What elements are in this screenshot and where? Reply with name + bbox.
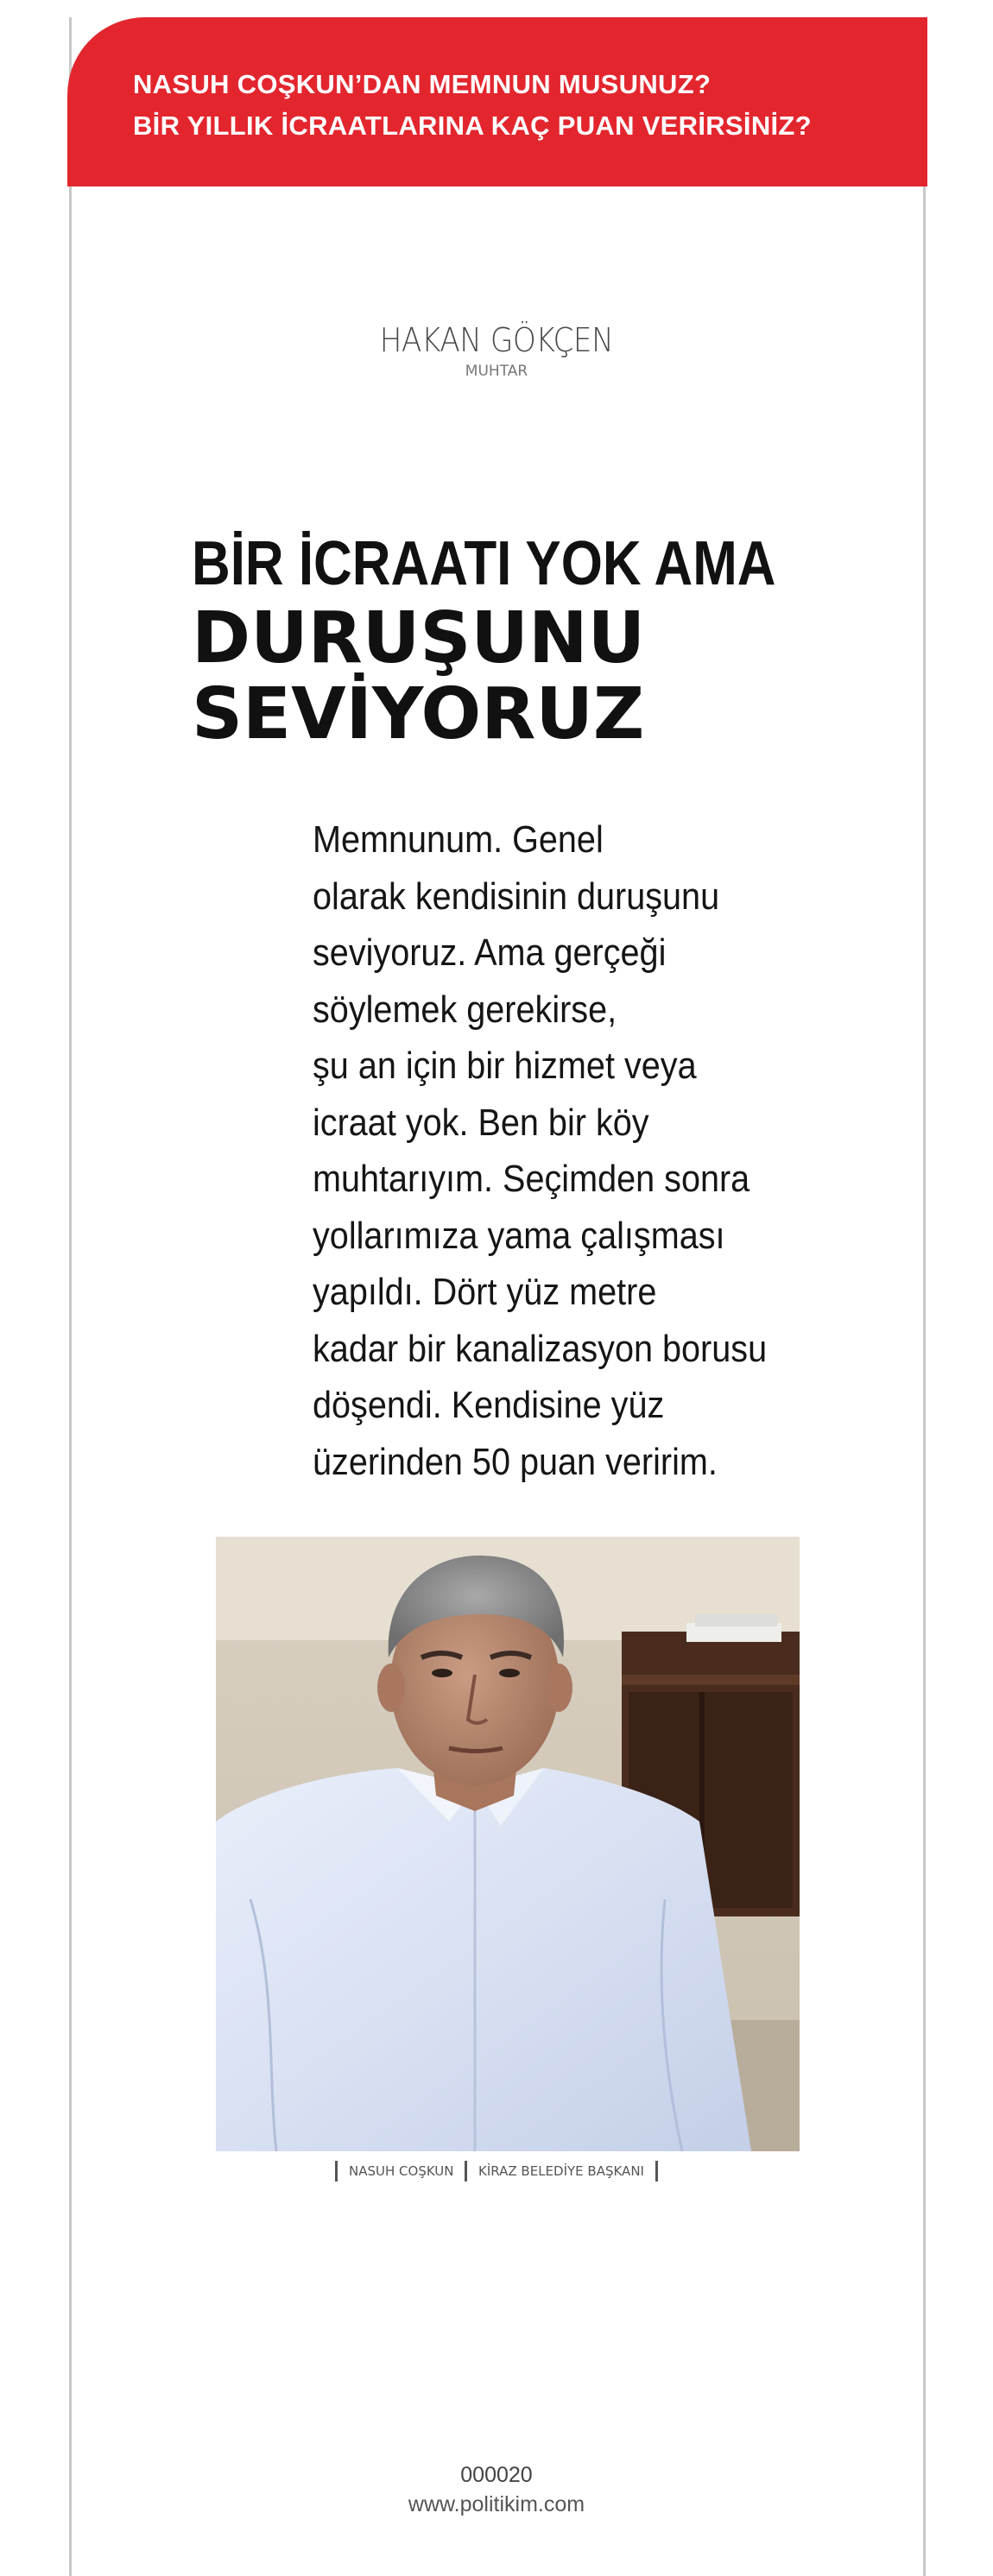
caption-separator [335, 2161, 338, 2181]
body-line: olarak kendisinin duruşunu [313, 874, 720, 918]
author-block [0, 321, 993, 380]
body-line: seviyoruz. Ama gerçeği [313, 931, 667, 974]
body-line: muhtarıyım. Seçimden sonra [313, 1158, 750, 1200]
page-footer [0, 2460, 993, 2519]
body-line: kadar bir kanalizasyon borusu [313, 1327, 768, 1370]
banner-line-1: NASUH COŞKUN’DAN MEMNUN MUSUNUZ? [133, 69, 712, 99]
body-line: üzerinden 50 puan veririm. [313, 1440, 718, 1483]
author-role: MUHTAR [465, 363, 528, 380]
banner-line-2: BİR YILLIK İCRAATLARINA KAÇ PUAN VERİRSİNİZ? [133, 110, 812, 141]
portrait-photo [216, 1537, 800, 2151]
caption-separator [465, 2161, 467, 2181]
body-line: döşendi. Kendisine yüz [313, 1384, 665, 1426]
headline-line-2: DURUŞUNU [192, 597, 646, 679]
body-line: Memnunum. Genel [313, 818, 604, 861]
headline-line-1: BİR İCRAATI YOK AMA [192, 529, 776, 598]
body-line: yollarımıza yama çalışması [313, 1214, 725, 1257]
caption-title: KİRAZ BELEDİYE BAŞKANI [478, 2163, 644, 2179]
caption-name: NASUH COŞKUN [349, 2163, 454, 2179]
quote-body [313, 811, 865, 1490]
question-banner [67, 17, 927, 186]
page-number: 000020 [460, 2463, 533, 2487]
headline-line-3: SEVİYORUZ [192, 673, 645, 755]
caption-separator [655, 2161, 658, 2181]
author-name: HAKAN GÖKÇEN [379, 321, 614, 359]
body-line: icraat yok. Ben bir köy [313, 1101, 649, 1144]
body-line: yapıldı. Dört yüz metre [313, 1271, 657, 1313]
body-line: söylemek gerekirse, [313, 988, 617, 1031]
website-link[interactable]: www.politikim.com [408, 2492, 585, 2516]
headline [192, 527, 900, 753]
body-line: şu an için bir hizmet veya [313, 1045, 697, 1087]
photo-caption [0, 2161, 993, 2181]
